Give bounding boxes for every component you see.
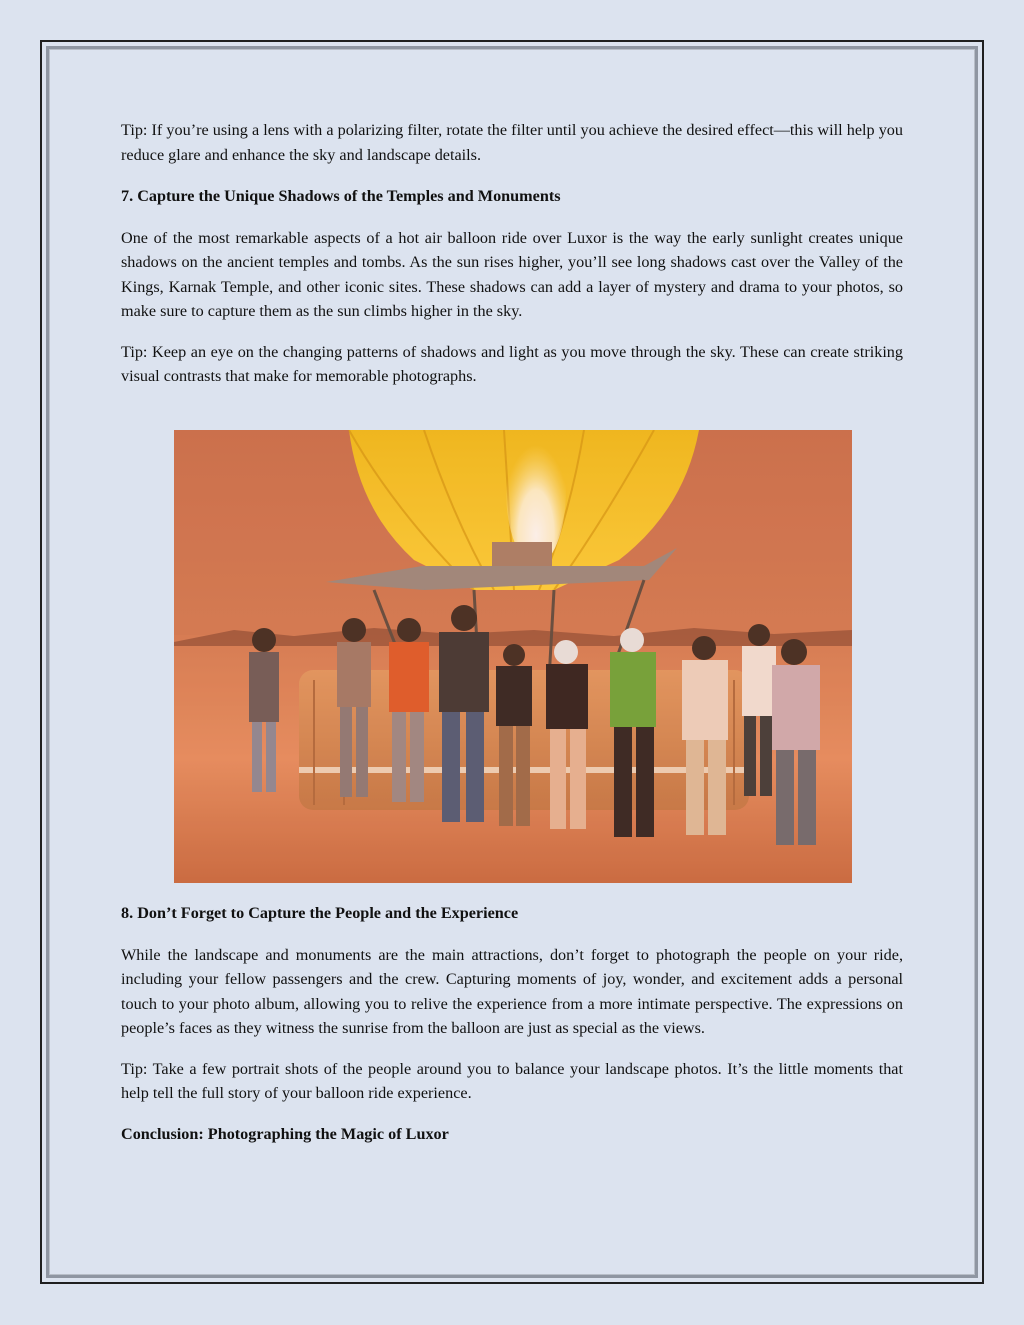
conclusion-heading: Conclusion: Photographing the Magic of Luxor xyxy=(121,1124,449,1143)
section-8-body: While the landscape and monuments are the main attractions, don’t forget to photograph the people on your ride, including your fellow passengers and the crew. Capturing moments of joy, wonder, and excitement adds a personal touch to your photo album, allowing you to relive the experience from a more intimate perspective. The expressions on people’s faces as they witness the sunrise from the balloon are just as special as the views. xyxy=(121,945,903,1037)
section-7-body: One of the most remarkable aspects of a hot air balloon ride over Luxor is the way the early sunlight creates unique shadows on the ancient temples and tombs. As the sun rises higher, you’ll see long shadows cast over the Valley of the Kings, Karnak Temple, and other iconic sites. These shadows can add a layer of mystery and drama to your photos, so make sure to capture them as the sun climbs higher in the sky. xyxy=(121,228,903,320)
lower-text-block xyxy=(121,901,903,1163)
upper-text-block xyxy=(121,118,903,389)
section-7-heading: 7. Capture the Unique Shadows of the Temples and Monuments xyxy=(121,187,561,205)
section-8-heading: 8. Don’t Forget to Capture the People and the Experience xyxy=(121,904,519,922)
balloon-crew-photo xyxy=(174,430,852,883)
tip-polarizing-filter: Tip: If you’re using a lens with a polarizing filter, rotate the filter until you achieve the desired effect—this will help you reduce glare and enhance the sky and landscape details. xyxy=(121,121,903,164)
photo-illustration xyxy=(174,430,852,883)
section-8-tip: Tip: Take a few portrait shots of the people around you to balance your landscape photos. It’s the little moments that help tell the full story of your balloon ride experience. xyxy=(121,1059,903,1102)
section-7-tip: Tip: Keep an eye on the changing patterns of shadows and light as you move through the sky. These can create striking visual contrasts that make for memorable photographs. xyxy=(121,342,903,385)
